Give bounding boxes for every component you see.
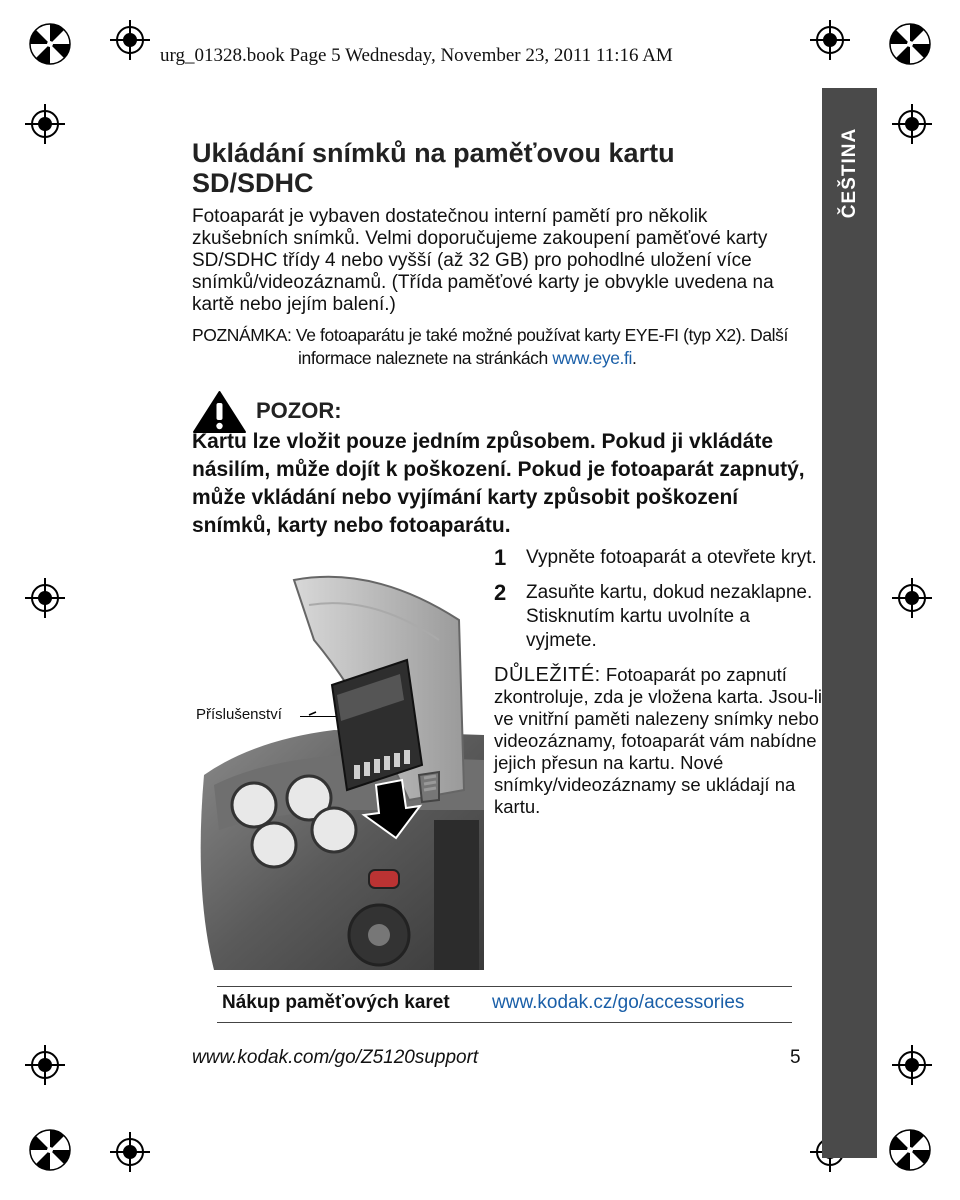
- note-line-2-suffix: .: [631, 348, 637, 368]
- registration-mark-icon: [25, 578, 65, 618]
- registration-mark-icon: [25, 104, 65, 144]
- accessory-callout-line: [300, 716, 336, 717]
- registration-mark-icon: [892, 1045, 932, 1085]
- star-target-icon: [888, 22, 932, 66]
- note-line-2-prefix: informace naleznete na stránkách: [298, 348, 553, 368]
- purchase-link[interactable]: www.kodak.cz/go/accessories: [492, 992, 745, 1013]
- registration-mark-icon: [110, 20, 150, 60]
- steps-column: [494, 546, 824, 818]
- purchase-bottom-rule: [217, 1022, 792, 1023]
- warning-text: Kartu lze vložit pouze jedním způsobem. Pokud ji vkládáte násilím, může dojít k poškození. Pokud je fotoaparát zapnutý, může vkládání nebo vyjímání karty způsobit poškození snímků, karty nebo fotoaparátu.: [192, 430, 805, 537]
- star-target-icon: [888, 1128, 932, 1172]
- step-item: [494, 546, 824, 570]
- footer-support-url[interactable]: www.kodak.com/go/Z5120support: [192, 1047, 479, 1068]
- page-number: 5: [790, 1047, 801, 1068]
- step-number: 2: [494, 580, 507, 605]
- step-text: Vypněte fotoaparát a otevřete kryt.: [526, 547, 817, 568]
- registration-mark-icon: [810, 20, 850, 60]
- registration-mark-icon: [110, 1132, 150, 1172]
- side-tab-label-box: [822, 88, 877, 258]
- registration-mark-icon: [25, 1045, 65, 1085]
- registration-mark-icon: [892, 104, 932, 144]
- camera-sd-card-illustration: [194, 560, 484, 970]
- step-number: 1: [494, 545, 507, 570]
- page-title: Ukládání snímků na paměťovou kartu SD/SDHC: [192, 138, 675, 198]
- eye-fi-link[interactable]: www.eye.fi: [552, 348, 632, 368]
- star-target-icon: [28, 22, 72, 66]
- warning-title: POZOR:: [256, 398, 342, 423]
- registration-mark-icon: [892, 578, 932, 618]
- purchase-top-rule: [217, 986, 792, 987]
- important-label: DŮLEŽITÉ:: [494, 664, 601, 686]
- step-text: Zasuňte kartu, dokud nezaklapne. Stisknutím kartu uvolníte a vyjmete.: [526, 582, 813, 651]
- accessory-callout-label: Příslušenství: [196, 706, 282, 723]
- purchase-label: Nákup paměťových karet: [222, 992, 450, 1013]
- book-header: urg_01328.book Page 5 Wednesday, November 23, 2011 11:16 AM: [160, 45, 673, 66]
- note: [192, 324, 812, 370]
- side-tab-label: ČEŠTINA: [838, 127, 860, 219]
- step-item: [494, 581, 824, 653]
- important-note: [494, 664, 824, 818]
- important-text: Fotoaparát po zapnutí zkontroluje, zda je vložena karta. Jsou-li ve vnitřní paměti nalezeny snímky nebo videozáznamy, fotoaparát vám nabídne jejich přesun na kartu. Nové snímky/videozáznamy se ukládají na kartu.: [494, 664, 823, 817]
- star-target-icon: [28, 1128, 72, 1172]
- note-line-2: [192, 347, 812, 370]
- note-line-1: POZNÁMKA: Ve fotoaparátu je také možné používat karty EYE-FI (typ X2). Další: [192, 325, 788, 345]
- intro-paragraph: Fotoaparát je vybaven dostatečnou interní pamětí pro několik zkušebních snímků. Velmi doporučujeme zakoupení paměťové karty SD/SDHC třídy 4 nebo vyšší (až 32 GB) pro pohodlné uložení více snímků/videozáznamů. (Třída paměťové karty je obvykle uvedena na kartě nebo jejím balení.): [192, 206, 774, 315]
